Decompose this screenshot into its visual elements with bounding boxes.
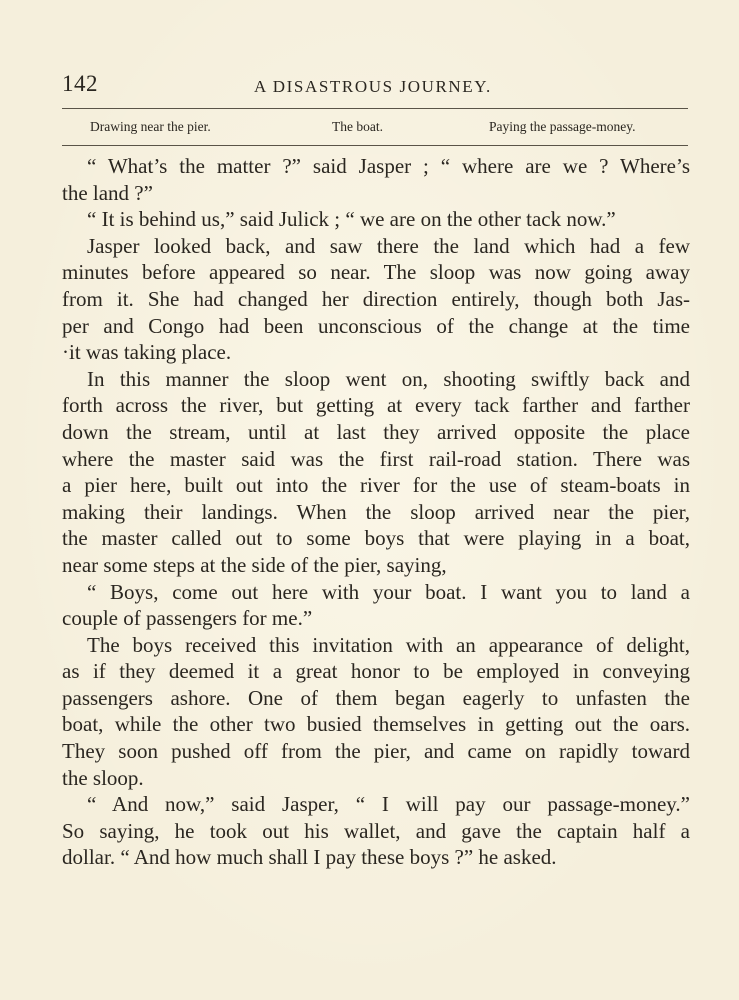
text-line: boat, while the other two busied themselves in getting out the oars. — [62, 712, 690, 737]
text-line: as if they deemed it a great honor to be employed in conveying — [62, 659, 690, 684]
text-line: They soon pushed off from the pier, and came on rapidly toward — [62, 739, 690, 764]
text-line: “ It is behind us,” said Julick ; “ we are on the other tack now.” — [87, 207, 616, 232]
text-line: “ What’s the matter ?” said Jasper ; “ where are we ? Where’s — [87, 154, 690, 178]
page-header — [62, 68, 682, 108]
text-line: The boys received this invitation with an appearance of delight, — [87, 632, 690, 657]
text-line: the master called out to some boys that were playing in a boat, — [62, 526, 690, 551]
text-line: So saying, he took out his wallet, and gave the captain half a — [62, 818, 690, 843]
text-line: where the master said was the first rail-road station. There was — [62, 446, 690, 471]
text-line: from it. She had changed her direction entirely, though both Jas- — [62, 286, 690, 311]
header-rule-top — [62, 108, 688, 109]
subhead-the-boat: The boat. — [332, 119, 383, 134]
subhead-paying-passage-money: Paying the passage-money. — [489, 119, 636, 134]
text-line: In this manner the sloop went on, shooting swiftly back and — [87, 366, 690, 391]
text-line: dollar. “ And how much shall I pay these boys ?” he asked. — [62, 845, 557, 870]
header-rule-bottom — [62, 145, 688, 146]
text-line: ·it was taking place. — [62, 340, 232, 365]
text-line: making their landings. When the sloop arrived near the pier, — [62, 499, 690, 524]
text-line: per and Congo had been unconscious of the change at the time — [62, 313, 690, 338]
text-line: “ Boys, come out here with your boat. I want you to land a — [87, 579, 690, 604]
running-title: A DISASTROUS JOURNEY. — [254, 77, 492, 96]
body-text — [62, 153, 690, 871]
text-line: the sloop. — [62, 765, 144, 790]
text-line: passengers ashore. One of them began eagerly to unfasten the — [62, 685, 690, 710]
text-line: down the stream, until at last they arrived opposite the place — [62, 419, 690, 444]
text-line: a pier here, built out into the river for the use of steam-boats in — [62, 473, 690, 498]
page-number: 142 — [62, 71, 98, 96]
text-line: minutes before appeared so near. The sloop was now going away — [62, 260, 690, 285]
text-line: couple of passengers for me.” — [62, 606, 313, 631]
text-line: forth across the river, but getting at every tack farther and farther — [62, 393, 690, 418]
text-line: the land ?” — [62, 180, 153, 205]
text-line: “ And now,” said Jasper, “ I will pay our passage-money.” — [87, 792, 690, 817]
text-line: Jasper looked back, and saw there the land which had a few — [87, 233, 690, 258]
text-line: near some steps at the side of the pier, saying, — [62, 552, 447, 577]
subhead-drawing-near-pier: Drawing near the pier. — [90, 119, 211, 134]
section-subheads — [62, 119, 688, 139]
